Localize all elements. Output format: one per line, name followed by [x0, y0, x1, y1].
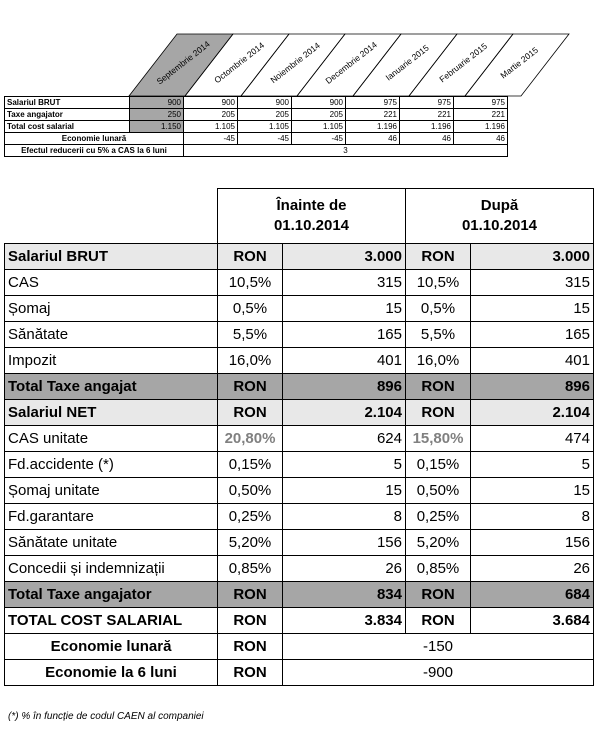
cell: 205 [292, 109, 346, 121]
cell-before-rate: 0,50% [218, 478, 283, 504]
cell-before-rate: RON [218, 244, 283, 270]
cell-before-amount: 3.000 [283, 244, 406, 270]
cell-before-rate: 5,5% [218, 322, 283, 348]
cell: 221 [346, 109, 400, 121]
cell-before-rate: 16,0% [218, 348, 283, 374]
month-label: Septembrie 2014 [154, 38, 212, 87]
cell-before-amount: 15 [283, 296, 406, 322]
cell-after-rate: 5,20% [406, 530, 471, 556]
row-label: Concedii și indemnizații [5, 556, 218, 582]
cell-unit: RON [218, 634, 283, 660]
cell-after-rate: 15,80% [406, 426, 471, 452]
row-label: Economie lunară [5, 634, 218, 660]
cell: -45 [238, 133, 292, 145]
table-row [5, 660, 594, 686]
cell-before-amount: 834 [283, 582, 406, 608]
cell-after-amount: 165 [471, 322, 594, 348]
cell: 1.196 [454, 121, 508, 133]
table-row [5, 582, 594, 608]
cell-before-amount: 15 [283, 478, 406, 504]
cell-after-amount: 3.684 [471, 608, 594, 634]
cell: 221 [400, 109, 454, 121]
cell-before-amount: 2.104 [283, 400, 406, 426]
cell-before-amount: 315 [283, 270, 406, 296]
cell: -45 [184, 133, 238, 145]
cell-after-amount: 5 [471, 452, 594, 478]
row-label: CAS unitate [5, 426, 218, 452]
table-row [5, 634, 594, 660]
cell-after-amount: 156 [471, 530, 594, 556]
cell-before-amount: 3.834 [283, 608, 406, 634]
cell: 250 [130, 109, 184, 121]
cell-after-amount: 684 [471, 582, 594, 608]
table-row [5, 296, 594, 322]
cell: 46 [400, 133, 454, 145]
cell-after-amount: 474 [471, 426, 594, 452]
cell-before-rate: 0,5% [218, 296, 283, 322]
row-label: Taxe angajator [5, 109, 130, 121]
table-row [5, 426, 594, 452]
row-label: Șomaj [5, 296, 218, 322]
cell-after-amount: 315 [471, 270, 594, 296]
cell: 900 [292, 97, 346, 109]
cell: 975 [454, 97, 508, 109]
table-header-row [5, 189, 594, 244]
row-label: Total cost salarial [5, 121, 130, 133]
cell: -45 [292, 133, 346, 145]
cell: 46 [454, 133, 508, 145]
row-label: CAS [5, 270, 218, 296]
cell: 975 [400, 97, 454, 109]
cell-after-amount: 8 [471, 504, 594, 530]
cell-after-rate: 0,25% [406, 504, 471, 530]
cell-after-amount: 26 [471, 556, 594, 582]
cell: 1.196 [400, 121, 454, 133]
table-row [5, 504, 594, 530]
table-row [5, 348, 594, 374]
cell: 900 [238, 97, 292, 109]
cell-before-amount: 5 [283, 452, 406, 478]
row-label: Economie la 6 luni [5, 660, 218, 686]
row-label: Total Taxe angajat [5, 374, 218, 400]
cell-after-amount: 15 [471, 478, 594, 504]
row-label: Fd.accidente (*) [5, 452, 218, 478]
row-label: Impozit [5, 348, 218, 374]
cell-savings-value: -900 [283, 660, 594, 686]
cell-before-amount: 401 [283, 348, 406, 374]
header-after: După 01.10.2014 [406, 189, 594, 244]
row-label: Salariul NET [5, 400, 218, 426]
cell-before-rate: 10,5% [218, 270, 283, 296]
cell-before-amount: 8 [283, 504, 406, 530]
row-label: Sănătate [5, 322, 218, 348]
cell: 1.105 [184, 121, 238, 133]
cell-before-amount: 165 [283, 322, 406, 348]
cell-before-amount: 624 [283, 426, 406, 452]
cell-after-rate: 0,15% [406, 452, 471, 478]
month-label: Ianuarie 2015 [383, 42, 431, 83]
cell-after-amount: 401 [471, 348, 594, 374]
cell-before-rate: RON [218, 608, 283, 634]
cell-before-rate: 0,15% [218, 452, 283, 478]
row-label: Sănătate unitate [5, 530, 218, 556]
cell: 1.150 [130, 121, 184, 133]
cell-before-amount: 896 [283, 374, 406, 400]
cell-after-rate: RON [406, 582, 471, 608]
cell: 1.196 [346, 121, 400, 133]
salary-comparison-table [4, 188, 594, 686]
cell-after-rate: RON [406, 400, 471, 426]
header-before: Înainte de 01.10.2014 [218, 189, 406, 244]
cell: 46 [346, 133, 400, 145]
table-row [5, 121, 508, 133]
cell: 221 [454, 109, 508, 121]
monthly-cost-table [4, 96, 508, 157]
table-row [5, 270, 594, 296]
table-row [5, 97, 508, 109]
cell-after-amount: 2.104 [471, 400, 594, 426]
row-label: Fd.garantare [5, 504, 218, 530]
cell-after-rate: 0,85% [406, 556, 471, 582]
cell-before-rate: 0,85% [218, 556, 283, 582]
table-row [5, 244, 594, 270]
month-label: Octombrie 2014 [212, 40, 267, 86]
table-row [5, 145, 508, 157]
cell-before-rate: RON [218, 374, 283, 400]
header-blank [5, 189, 218, 244]
table-row [5, 133, 508, 145]
cell-after-amount: 15 [471, 296, 594, 322]
cell-before-rate: RON [218, 400, 283, 426]
cell-after-rate: RON [406, 608, 471, 634]
month-label: Februarie 2015 [437, 40, 489, 85]
table-row [5, 608, 594, 634]
month-label: Decembrie 2014 [323, 39, 379, 86]
cell-after-rate: RON [406, 374, 471, 400]
cell: 1.105 [292, 121, 346, 133]
cell: 900 [130, 97, 184, 109]
row-label: Șomaj unitate [5, 478, 218, 504]
cell-before-rate: RON [218, 582, 283, 608]
cell: 3 [184, 145, 508, 157]
cell-after-amount: 896 [471, 374, 594, 400]
row-label: TOTAL COST SALARIAL [5, 608, 218, 634]
table-row [5, 452, 594, 478]
cell: 975 [346, 97, 400, 109]
table-row [5, 556, 594, 582]
cell-before-amount: 156 [283, 530, 406, 556]
table-row [5, 322, 594, 348]
month-header-svg [0, 0, 600, 100]
table-row [5, 109, 508, 121]
cell-after-rate: 5,5% [406, 322, 471, 348]
table-row [5, 530, 594, 556]
monthly-table-area [0, 0, 600, 180]
row-label: Salariul BRUT [5, 97, 130, 109]
cell: 1.105 [238, 121, 292, 133]
cell: 205 [238, 109, 292, 121]
cell-after-amount: 3.000 [471, 244, 594, 270]
cell-unit: RON [218, 660, 283, 686]
cell-after-rate: RON [406, 244, 471, 270]
month-label: Martie 2015 [498, 44, 540, 81]
row-label: Efectul reducerii cu 5% a CAS la 6 luni [5, 145, 184, 157]
table-row [5, 374, 594, 400]
cell-before-rate: 20,80% [218, 426, 283, 452]
cell-before-amount: 26 [283, 556, 406, 582]
row-label: Economie lunară [5, 133, 184, 145]
footnote: (*) % în funcție de codul CAEN al companiei [8, 711, 204, 722]
cell: 900 [184, 97, 238, 109]
month-label: Noiembrie 2014 [268, 40, 322, 86]
cell-after-rate: 10,5% [406, 270, 471, 296]
cell: 205 [184, 109, 238, 121]
cell-before-rate: 5,20% [218, 530, 283, 556]
cell-after-rate: 16,0% [406, 348, 471, 374]
row-label: Total Taxe angajator [5, 582, 218, 608]
cell-before-rate: 0,25% [218, 504, 283, 530]
cell-after-rate: 0,50% [406, 478, 471, 504]
table-row [5, 478, 594, 504]
cell-after-rate: 0,5% [406, 296, 471, 322]
table-row [5, 400, 594, 426]
row-label: Salariul BRUT [5, 244, 218, 270]
cell-savings-value: -150 [283, 634, 594, 660]
